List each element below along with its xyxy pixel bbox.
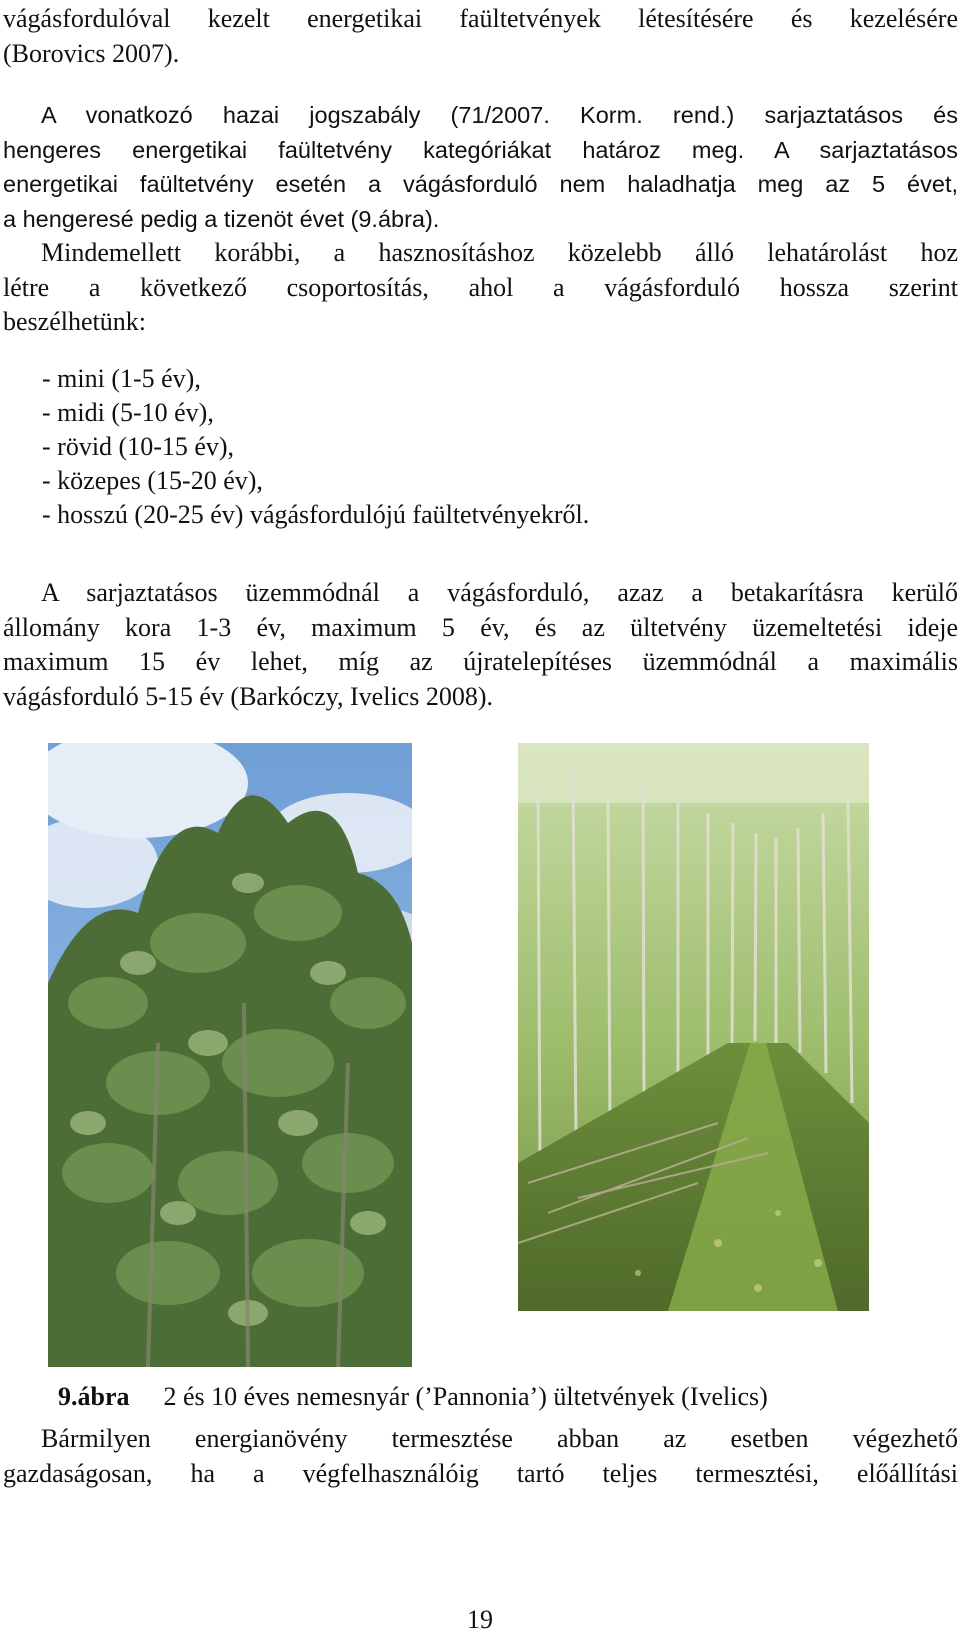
- figure-caption-text: 2 és 10 éves nemesnyár (’Pannonia’) ültetvények (Ivelics): [163, 1382, 768, 1411]
- photo-mature-poplar-plantation: [518, 743, 869, 1311]
- text-line: a hengeresé pedig a tizenöt évet (9.ábra).: [3, 205, 440, 232]
- text-line: létre a következő csoportosítás, ahol a vágásforduló hossza szerint: [3, 272, 958, 302]
- text-line: állomány kora 1-3 év, maximum 5 év, és az ültetvény üzemeltetési ideje: [3, 612, 958, 642]
- text-line: A vonatkozó hazai jogszabály (71/2007. Korm. rend.) sarjaztatásos és: [41, 102, 958, 128]
- text-line: maximum 15 év lehet, míg az újratelepítéses üzemmódnál a maximális: [3, 647, 958, 676]
- list-item: - rövid (10-15 év),: [42, 432, 235, 461]
- text-line: vágásforduló 5-15 év (Barkóczy, Ivelics 2008).: [3, 681, 493, 711]
- paragraph-continuation: [3, 2, 958, 71]
- list-item: - mini (1-5 év),: [42, 364, 201, 393]
- figure-label: 9.ábra: [58, 1382, 130, 1411]
- text-line: hengeres energetikai faültetvény kategóriákat határoz meg. A sarjaztatásos: [3, 136, 958, 163]
- list-item: - hosszú (20-25 év) vágásfordulójú faültetvényekről.: [42, 500, 590, 529]
- photo-young-poplar-plantation: [48, 743, 412, 1367]
- text-line: gazdaságosan, ha a végfelhasználóig tartó teljes termesztési, előállítási: [3, 1458, 958, 1488]
- text-line: A sarjaztatásos üzemmódnál a vágásforduló, azaz a betakarításra kerülő: [41, 578, 958, 607]
- paragraph-law: [3, 98, 958, 236]
- paragraph-energy-crop: [3, 1422, 958, 1491]
- text-line: vágásfordulóval kezelt energetikai faültetvények létesítésére és kezelésére: [3, 4, 958, 33]
- list-item: - közepes (15-20 év),: [42, 466, 263, 495]
- rotation-length-list: [42, 362, 589, 532]
- poplar-rows-illustration: [518, 743, 869, 1311]
- text-line: Bármilyen energianövény termesztése abban az esetben végezhető: [41, 1424, 958, 1453]
- text-line: beszélhetünk:: [3, 307, 146, 336]
- list-item: - midi (5-10 év),: [42, 398, 214, 427]
- paragraph-coppice: [3, 576, 958, 714]
- text-line: energetikai faültetvény esetén a vágásforduló nem haladhatja meg az 5 évet,: [3, 171, 958, 197]
- text-line: (Borovics 2007).: [3, 38, 180, 68]
- poplar-leaves-illustration: [48, 743, 412, 1367]
- page-number: 19: [467, 1605, 493, 1634]
- text-line: Mindemellett korábbi, a hasznosításhoz közelebb álló lehatárolást hoz: [41, 238, 958, 267]
- figure-caption: [58, 1380, 768, 1415]
- paragraph-grouping: [3, 236, 958, 340]
